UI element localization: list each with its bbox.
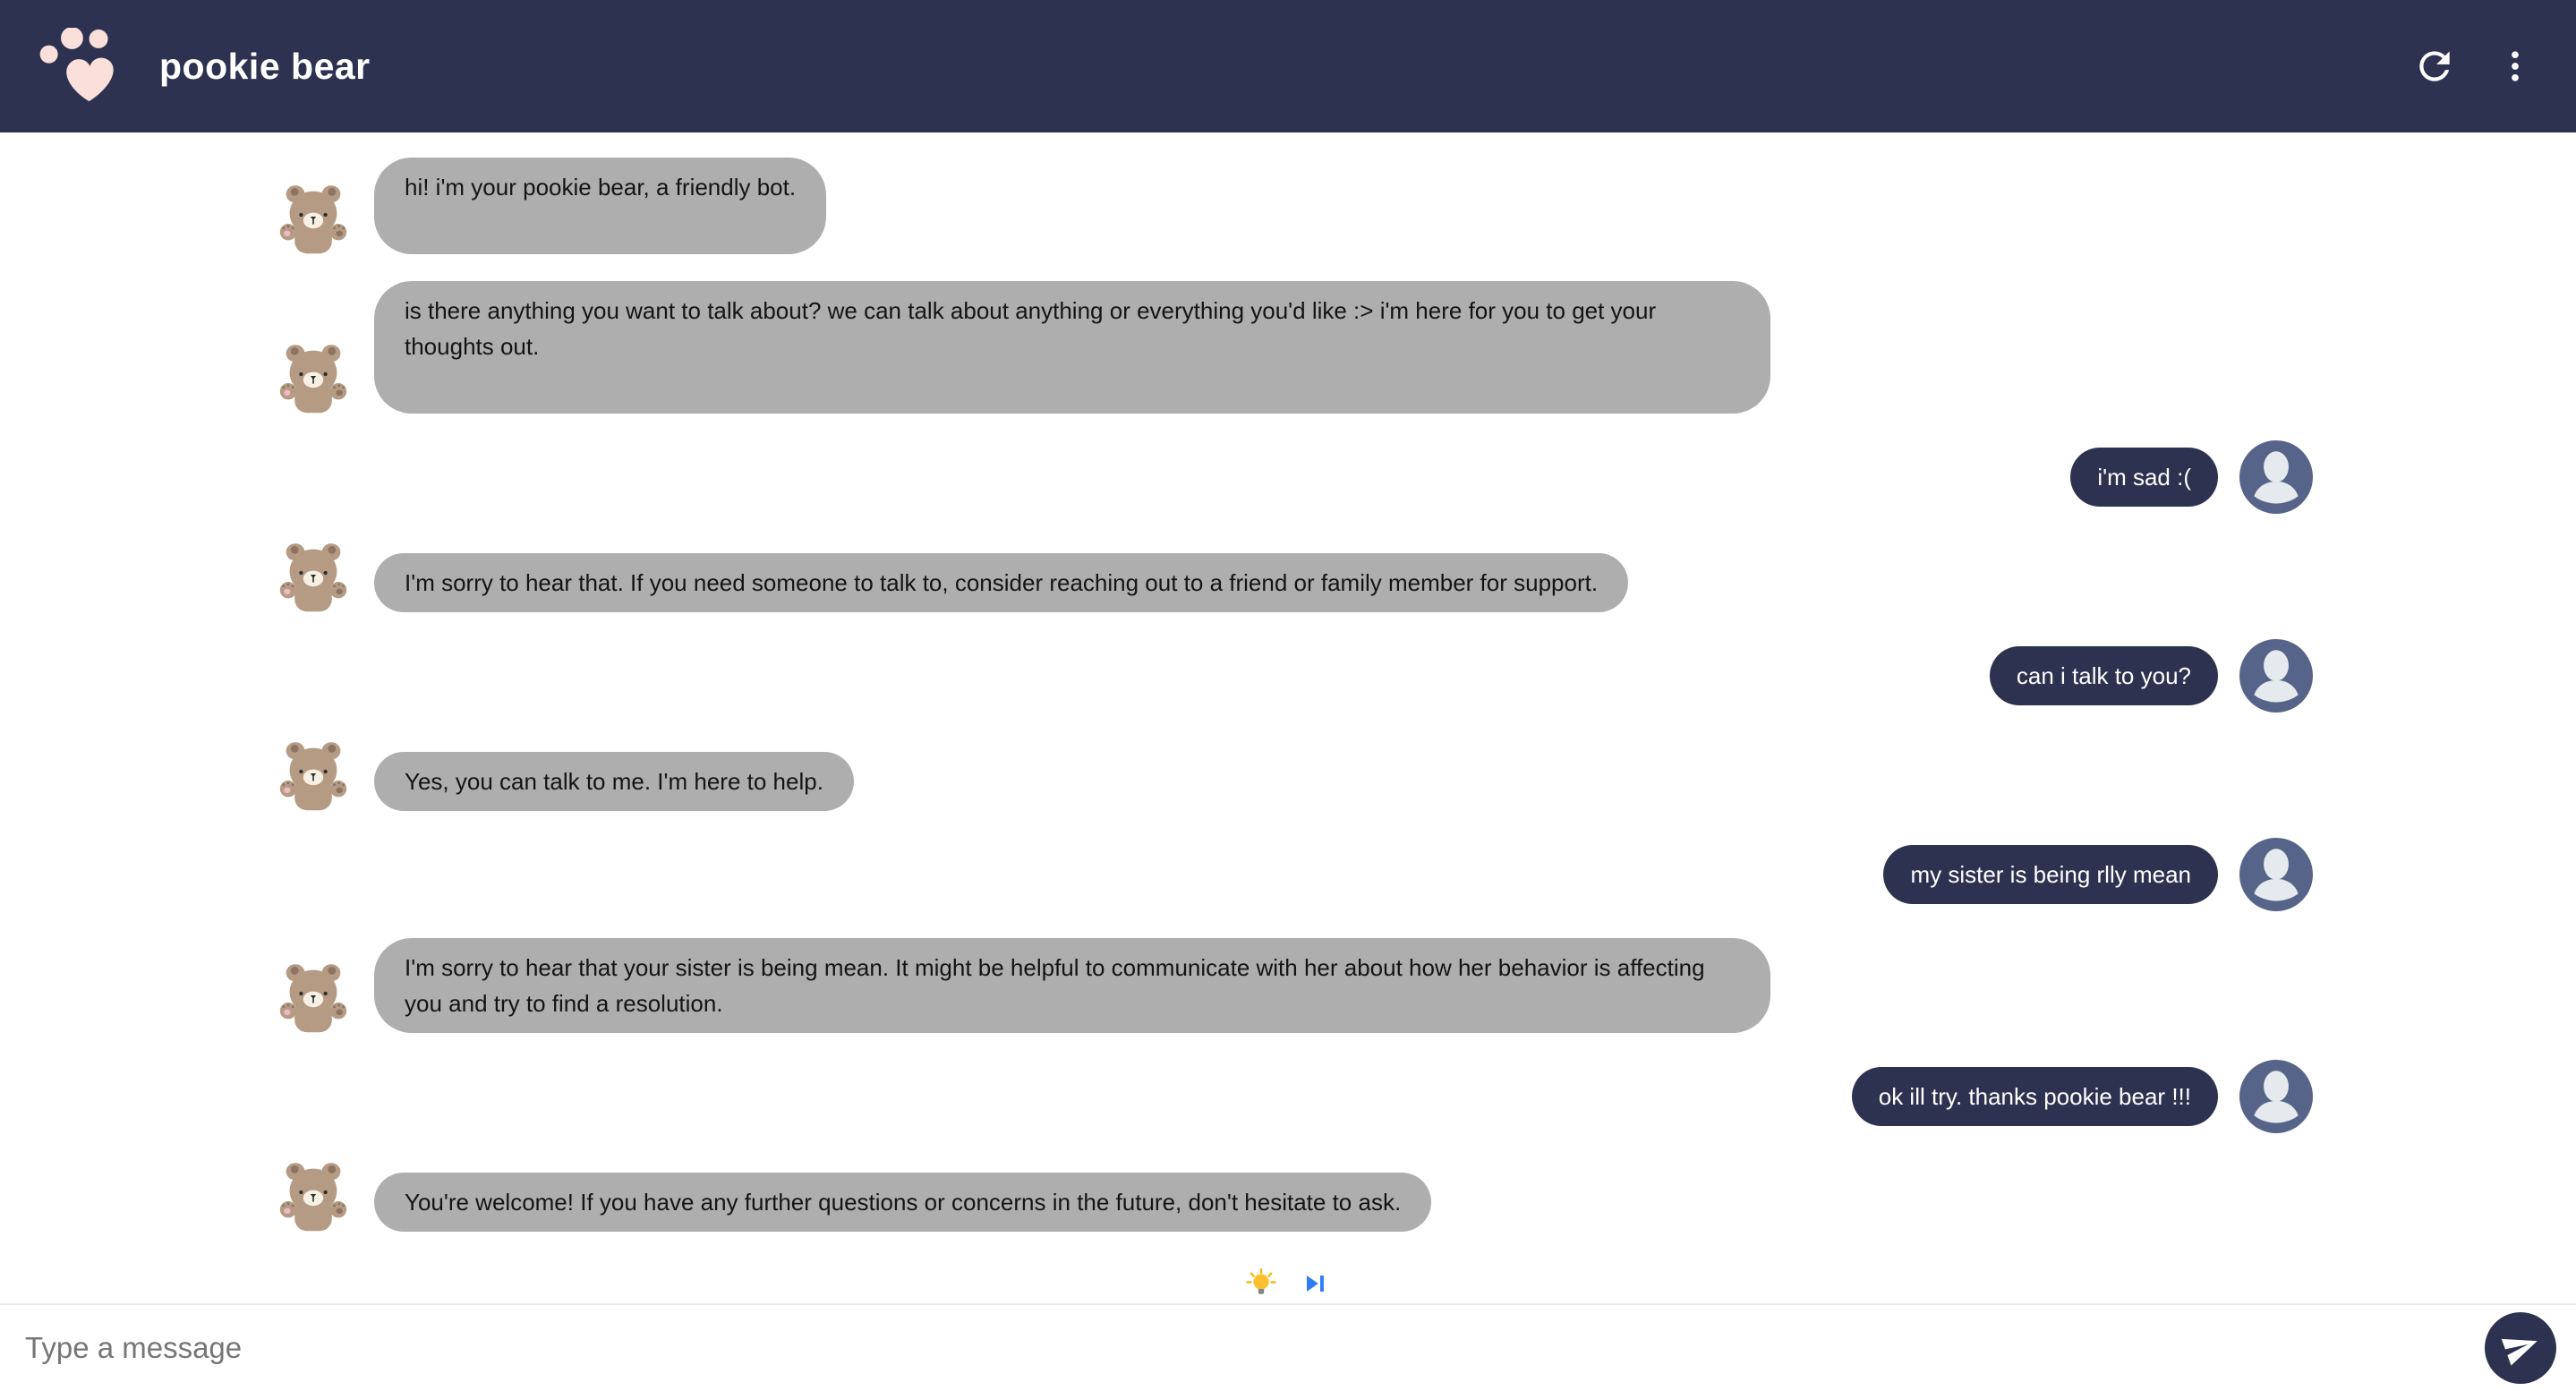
chat-area [0,132,2576,1303]
bot-message-bubble: hi! i'm your pookie bear, a friendly bot. [374,158,826,254]
paw-logo-icon [38,28,124,105]
bot-bear-avatar [277,541,349,612]
user-message-row [263,1060,2313,1133]
bot-message-bubble: is there anything you want to talk about? we can talk about anything or everything you'd like :> i'm here for you to get your thoughts out. [374,281,1770,414]
lightbulb-icon [1245,1267,1277,1300]
bot-message-row [263,158,2313,254]
bot-bear-avatar [277,342,349,414]
user-message-bubble: i'm sad :( [2070,448,2218,507]
app-title: pookie bear [159,45,371,87]
user-message-bubble: ok ill try. thanks pookie bear !!! [1852,1067,2218,1126]
user-message-bubble: my sister is being rlly mean [1883,845,2218,904]
header-actions [2401,32,2549,100]
skip-to-end-icon [1299,1267,1331,1300]
message-input[interactable] [25,1305,2485,1391]
bot-bear-avatar [277,1160,349,1232]
message-list [263,132,2313,1303]
bot-message-bubble: You're welcome! If you have any further questions or concerns in the future, don't hesitate to ask. [374,1173,1431,1232]
user-avatar [2239,639,2313,713]
bot-message-bubble: I'm sorry to hear that your sister is being mean. It might be helpful to communicate with her about how her behavior is affecting you and try to find a resolution. [374,938,1770,1033]
bot-message-row [263,739,2313,811]
paper-plane-icon [2497,1323,2546,1371]
user-message-bubble: can i talk to you? [1990,646,2218,705]
user-avatar [2239,440,2313,514]
refresh-icon [2412,44,2457,89]
suggestion-bar [263,1264,2313,1303]
user-avatar [2239,838,2313,911]
app-header [0,0,2576,132]
user-message-row [263,440,2313,514]
send-button[interactable] [2485,1312,2556,1384]
kebab-menu-button[interactable] [2481,32,2549,100]
user-message-row [263,639,2313,713]
hint-lightbulb-button[interactable] [1241,1264,1281,1303]
bot-bear-avatar [277,739,349,811]
bot-message-row [263,281,2313,414]
bot-message-row [263,541,2313,612]
bot-bear-avatar [277,183,349,254]
bot-message-row [263,938,2313,1033]
refresh-button[interactable] [2401,32,2469,100]
user-avatar [2239,1060,2313,1133]
composer [0,1303,2576,1391]
bot-bear-avatar [277,961,349,1033]
skip-to-end-button[interactable] [1295,1264,1335,1303]
bot-message-row [263,1160,2313,1232]
kebab-menu-icon [2495,47,2535,86]
bot-message-bubble: I'm sorry to hear that. If you need someone to talk to, consider reaching out to a friend or family member for support. [374,553,1628,612]
bot-message-bubble: Yes, you can talk to me. I'm here to help. [374,752,854,811]
user-message-row [263,838,2313,911]
